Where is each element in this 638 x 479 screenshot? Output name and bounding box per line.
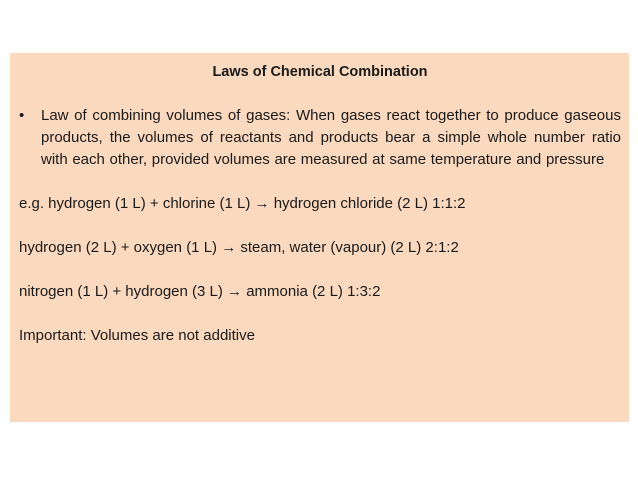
content-box [10, 53, 629, 422]
important-note: Important: Volumes are not additive [19, 327, 255, 344]
example-line-3: nitrogen (1 L) + hydrogen (3 L) → ammonia (2 L) 1:3:2 [19, 283, 381, 300]
example-line-1: e.g. hydrogen (1 L) + chlorine (1 L) → hydrogen chloride (2 L) 1:1:2 [19, 195, 466, 212]
bullet-text: Law of combining volumes of gases: When gases react together to produce gaseous products, the volumes of reactants and products bear a simple whole number ratio with each other, provided volumes are measured at same temperature and pressure [41, 107, 621, 168]
bullet-marker: • [19, 107, 25, 124]
example-line-2: hydrogen (2 L) + oxygen (1 L) → steam, water (vapour) (2 L) 2:1:2 [19, 239, 459, 256]
bullet-item [19, 105, 621, 171]
slide-title: Laws of Chemical Combination [212, 64, 428, 80]
